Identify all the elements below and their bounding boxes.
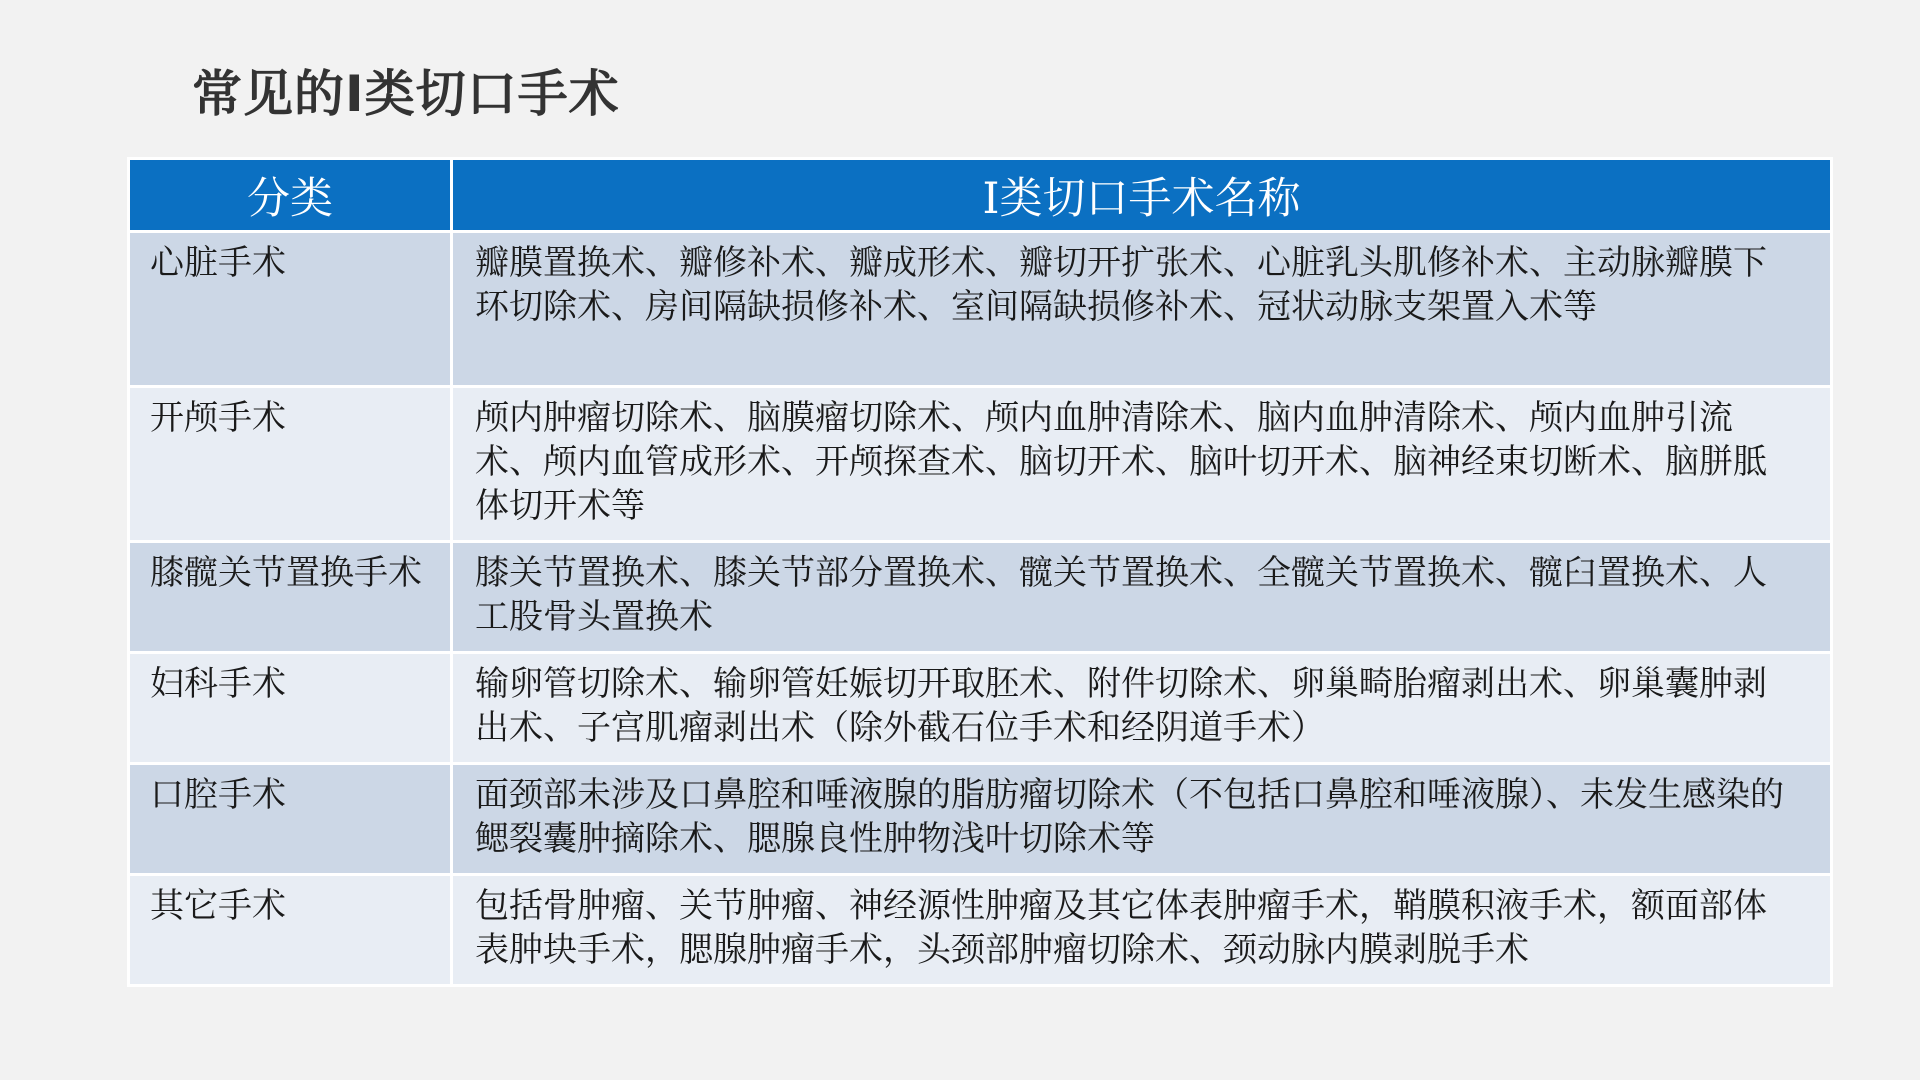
category-cell: 其它手术 [129, 875, 452, 986]
category-cell: 开颅手术 [129, 387, 452, 542]
column-header-category: 分类 [129, 159, 452, 232]
table-row [129, 875, 1832, 986]
category-cell: 膝髋关节置换手术 [129, 542, 452, 653]
table-header-row [129, 159, 1832, 232]
surgery-names-cell: 包括骨肿瘤、关节肿瘤、神经源性肿瘤及其它体表肿瘤手术，鞘膜积液手术，额面部体表肿块手术，腮腺肿瘤手术，头颈部肿瘤切除术、颈动脉内膜剥脱手术 [452, 875, 1832, 986]
surgery-names-cell: 膝关节置换术、膝关节部分置换术、髋关节置换术、全髋关节置换术、髋臼置换术、人工股骨头置换术 [452, 542, 1832, 653]
surgery-names-cell: 颅内肿瘤切除术、脑膜瘤切除术、颅内血肿清除术、脑内血肿清除术、颅内血肿引流术、颅内血管成形术、开颅探查术、脑切开术、脑叶切开术、脑神经束切断术、脑胼胝体切开术等 [452, 387, 1832, 542]
category-cell: 心脏手术 [129, 232, 452, 387]
category-cell: 口腔手术 [129, 764, 452, 875]
column-header-surgery-names: Ⅰ类切口手术名称 [452, 159, 1832, 232]
table-row [129, 387, 1832, 542]
table-row [129, 232, 1832, 387]
table-row [129, 542, 1832, 653]
table-row [129, 653, 1832, 764]
surgery-names-cell: 面颈部未涉及口鼻腔和唾液腺的脂肪瘤切除术（不包括口鼻腔和唾液腺）、未发生感染的鳃裂囊肿摘除术、腮腺良性肿物浅叶切除术等 [452, 764, 1832, 875]
surgery-names-cell: 输卵管切除术、输卵管妊娠切开取胚术、附件切除术、卵巢畸胎瘤剥出术、卵巢囊肿剥出术、子宫肌瘤剥出术（除外截石位手术和经阴道手术） [452, 653, 1832, 764]
surgery-table [127, 157, 1833, 987]
category-cell: 妇科手术 [129, 653, 452, 764]
table-row [129, 764, 1832, 875]
page-title: 常见的Ⅰ类切口手术 [192, 65, 620, 123]
surgery-names-cell: 瓣膜置换术、瓣修补术、瓣成形术、瓣切开扩张术、心脏乳头肌修补术、主动脉瓣膜下环切除术、房间隔缺损修补术、室间隔缺损修补术、冠状动脉支架置入术等 [452, 232, 1832, 387]
